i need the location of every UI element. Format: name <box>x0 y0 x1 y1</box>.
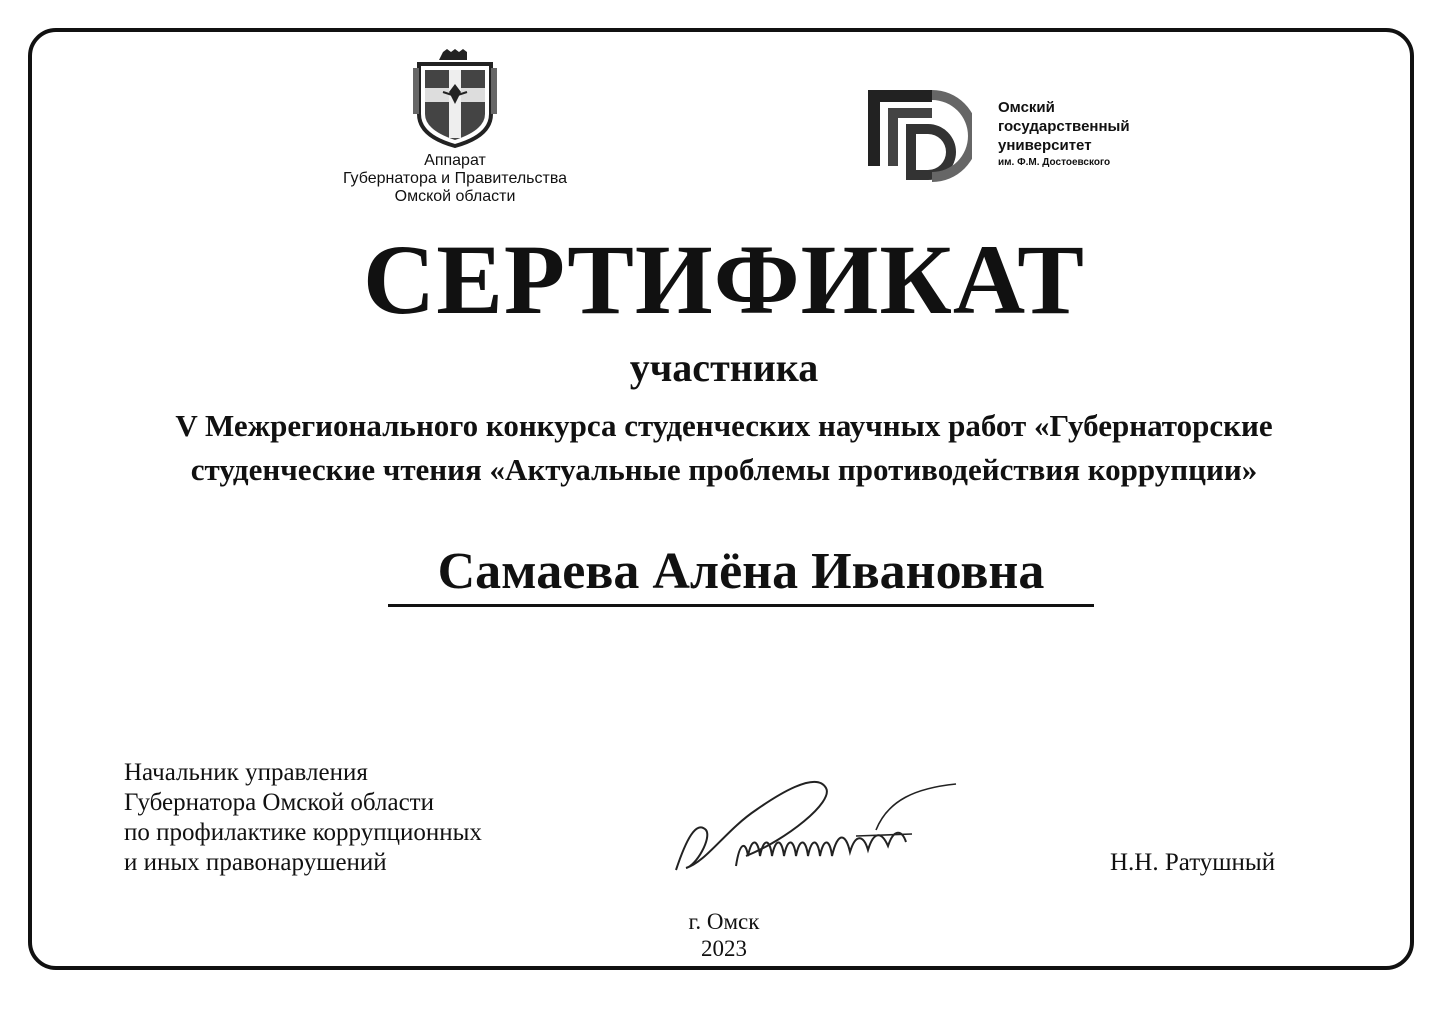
signatory-position-line: по профилактике коррупционных <box>124 819 482 846</box>
gov-issuer-block <box>320 48 590 206</box>
gov-caption <box>320 152 590 206</box>
contest-line: V Межрегионального конкурса студенческих научных работ «Губернаторские <box>175 408 1273 443</box>
gov-caption-line: Губернатора и Правительства <box>342 170 568 187</box>
omsu-logo-icon <box>866 88 972 182</box>
issue-city: г. Омск <box>688 909 760 934</box>
gov-caption-line: Омской области <box>394 188 516 205</box>
signatory-position <box>124 758 482 878</box>
certificate-subtitle: участника <box>629 345 819 390</box>
contest-description <box>124 404 1324 492</box>
university-name <box>998 98 1130 171</box>
university-subline: им. Ф.М. Достоевского <box>998 157 1111 168</box>
handwritten-signature-icon <box>666 770 966 880</box>
gov-caption-line: Аппарат <box>424 152 486 169</box>
university-name-line: государственный <box>998 118 1130 135</box>
university-name-line: Омский <box>998 99 1055 116</box>
university-name-line: университет <box>998 137 1092 154</box>
signatory-position-line: и иных правонарушений <box>124 849 387 876</box>
signatory-position-line: Губернатора Омской области <box>124 789 434 816</box>
recipient-name: Самаева Алёна Ивановна <box>388 540 1094 607</box>
signatory-position-line: Начальник управления <box>124 759 368 786</box>
signatory-name: Н.Н. Ратушный <box>1110 849 1276 876</box>
certificate-title: СЕРТИФИКАТ <box>362 224 1085 335</box>
omsk-region-coat-of-arms-icon <box>409 48 501 148</box>
contest-line: студенческие чтения «Актуальные проблемы противодействия коррупции» <box>190 452 1258 487</box>
issue-place-date <box>0 908 1448 962</box>
issue-year: 2023 <box>701 936 747 961</box>
